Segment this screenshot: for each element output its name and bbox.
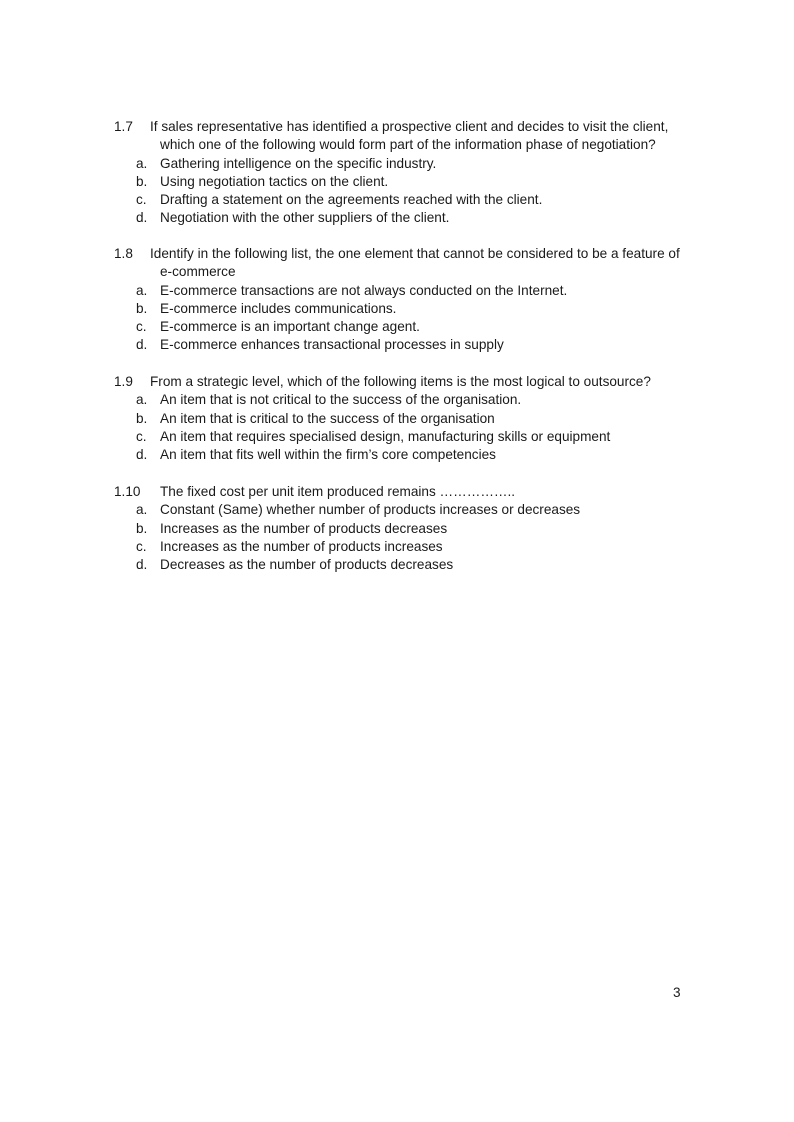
option-a [114, 282, 694, 300]
option-text: An item that is critical to the success of the organisation [160, 410, 495, 426]
option-text: E-commerce is an important change agent. [160, 319, 420, 335]
option-letter: d. [136, 557, 148, 573]
option-text: E-commerce transactions are not always conducted on the Internet. [160, 282, 568, 298]
option-a [114, 155, 694, 173]
option-list [114, 282, 694, 355]
question-stem [114, 118, 694, 155]
option-list [114, 501, 694, 574]
question-stem [114, 373, 694, 391]
option-text: E-commerce includes communications. [160, 300, 397, 316]
option-text: E-commerce enhances transactional processes in supply [160, 337, 504, 353]
option-text: Decreases as the number of products decreases [160, 557, 454, 573]
question-stem [114, 245, 694, 282]
option-letter: d. [136, 210, 148, 226]
option-c [114, 191, 694, 209]
option-list [114, 155, 694, 228]
question-1-8 [114, 245, 694, 355]
option-letter: c. [136, 428, 147, 444]
question-number: 1.9 [114, 374, 133, 389]
option-letter: c. [136, 319, 147, 335]
question-text: If sales representative has identified a prospective client and decides to visit the client, which one of the following would form part of the information phase of negotiation? [150, 119, 669, 153]
option-text: Drafting a statement on the agreements reached with the client. [160, 192, 543, 208]
option-letter: b. [136, 173, 148, 189]
question-text: The fixed cost per unit item produced remains …………….. [160, 484, 516, 499]
option-list [114, 391, 694, 464]
option-a [114, 391, 694, 409]
option-letter: d. [136, 337, 148, 353]
option-text: Constant (Same) whether number of products increases or decreases [160, 502, 581, 518]
option-letter: b. [136, 520, 148, 536]
option-letter: a. [136, 502, 148, 518]
option-d [114, 209, 694, 227]
question-text: From a strategic level, which of the following items is the most logical to outsource? [150, 374, 651, 389]
option-c [114, 538, 694, 556]
option-d [114, 446, 694, 464]
option-letter: c. [136, 538, 147, 554]
option-text: An item that requires specialised design, manufacturing skills or equipment [160, 428, 611, 444]
option-text: Increases as the number of products increases [160, 538, 443, 554]
question-text: Identify in the following list, the one element that cannot be considered to be a feature of e-commerce [150, 246, 680, 280]
option-a [114, 501, 694, 519]
question-number: 1.8 [114, 246, 133, 261]
option-letter: a. [136, 392, 148, 408]
option-c [114, 318, 694, 336]
option-d [114, 556, 694, 574]
option-letter: d. [136, 447, 148, 463]
option-text: Increases as the number of products decreases [160, 520, 448, 536]
option-letter: a. [136, 155, 148, 171]
question-1-9 [114, 373, 694, 464]
option-letter: c. [136, 192, 147, 208]
option-b [114, 520, 694, 538]
option-b [114, 173, 694, 191]
question-number: 1.7 [114, 119, 133, 134]
option-c [114, 428, 694, 446]
question-stem [114, 483, 694, 501]
question-1-7 [114, 118, 694, 228]
option-text: An item that fits well within the firm’s core competencies [160, 447, 496, 463]
option-text: Using negotiation tactics on the client. [160, 173, 389, 189]
question-number: 1.10 [114, 484, 141, 499]
option-b [114, 410, 694, 428]
option-letter: b. [136, 300, 148, 316]
option-text: Negotiation with the other suppliers of the client. [160, 210, 450, 226]
option-text: An item that is not critical to the success of the organisation. [160, 392, 522, 408]
option-letter: a. [136, 282, 148, 298]
question-1-10 [114, 483, 694, 574]
option-letter: b. [136, 410, 148, 426]
page-number: 3 [673, 985, 681, 1000]
option-text: Gathering intelligence on the specific industry. [160, 155, 437, 171]
option-b [114, 300, 694, 318]
option-d [114, 336, 694, 354]
